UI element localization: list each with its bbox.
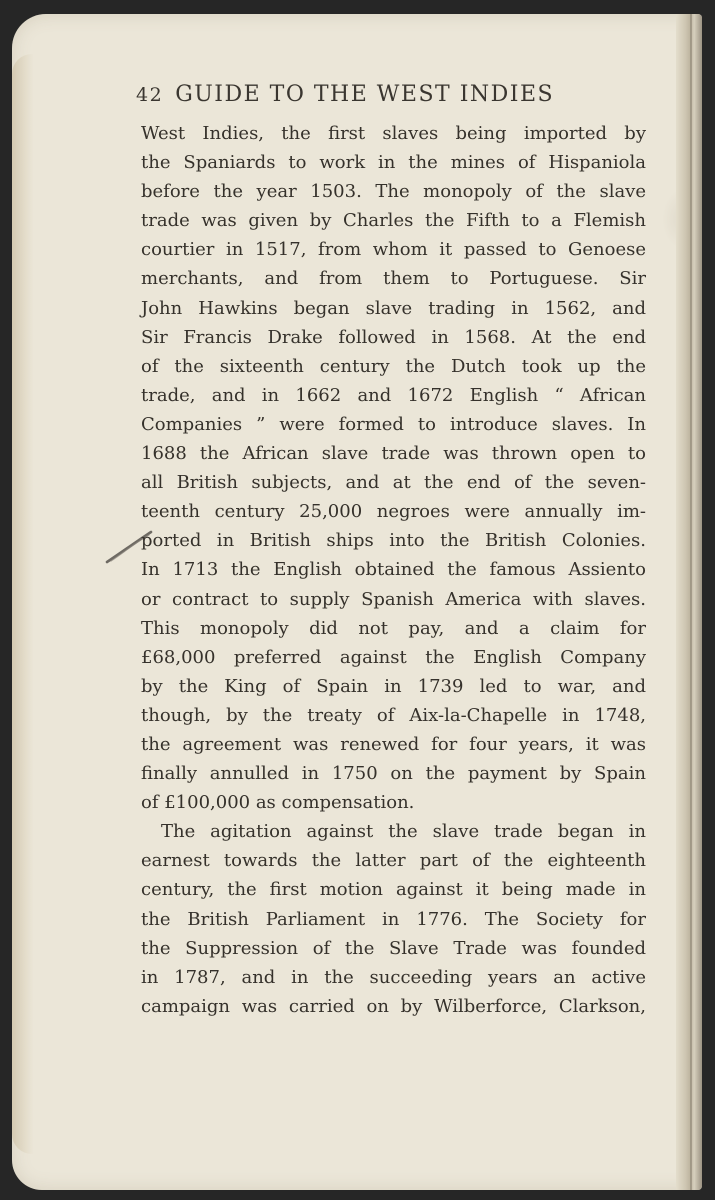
page-number: 42 [136, 84, 164, 106]
text-line: John Hawkins began slave trading in 1562, and [141, 297, 646, 319]
text-line: by the King of Spain in 1739 led to war, and [141, 675, 646, 697]
book-gutter [676, 14, 702, 1190]
paragraph-2 [141, 817, 646, 1021]
text-line: ported in British ships into the British Colonies. [141, 530, 646, 552]
text-line: the Suppression of the Slave Trade was founded [141, 937, 646, 959]
body-text [141, 119, 646, 1021]
text-line: the Spaniards to work in the mines of Hispaniola [141, 152, 646, 174]
text-line: century, the first motion against it being made in [141, 879, 646, 901]
text-line: The agitation against the slave trade began in [161, 821, 646, 843]
text-line: West Indies, the first slaves being imported by [141, 123, 646, 144]
text-line: This monopoly did not pay, and a claim for [141, 617, 646, 639]
text-line: or contract to supply Spanish America with slaves. [141, 588, 646, 610]
paragraph-1 [141, 119, 646, 817]
text-line: merchants, and from them to Portuguese. Sir [141, 268, 646, 290]
text-line: earnest towards the latter part of the eighteenth [141, 850, 646, 872]
text-line: courtier in 1517, from whom it passed to Genoese [141, 239, 646, 261]
text-line: in 1787, and in the succeeding years an active [141, 966, 646, 988]
text-line: before the year 1503. The monopoly of the slave [141, 181, 646, 203]
text-line: In 1713 the English obtained the famous Assiento [141, 559, 646, 581]
text-line: though, by the treaty of Aix-la-Chapelle in 1748, [141, 704, 646, 726]
text-line: finally annulled in 1750 on the payment by Spain [141, 763, 646, 785]
text-line: Sir Francis Drake followed in 1568. At the end [141, 326, 646, 348]
text-line: trade, and in 1662 and 1672 English “ African [141, 384, 646, 406]
running-title: GUIDE TO THE WEST INDIES [175, 82, 555, 107]
text-line: the British Parliament in 1776. The Society for [141, 908, 646, 930]
text-line: campaign was carried on by Wilberforce, Clarkson, [141, 995, 646, 1017]
text-line: of the sixteenth century the Dutch took up the [141, 355, 646, 377]
gutter-line [690, 14, 692, 1190]
running-header [136, 82, 554, 107]
text-line: teenth century 25,000 negroes were annually im- [141, 501, 646, 523]
text-line: £68,000 preferred against the English Company [141, 646, 646, 668]
text-line: of £100,000 as compensation. [141, 792, 415, 814]
text-line: 1688 the African slave trade was thrown open to [141, 443, 646, 465]
text-line: all British subjects, and at the end of the seven- [141, 472, 646, 494]
text-line: the agreement was renewed for four years, it was [141, 733, 646, 755]
text-line: Companies ” were formed to introduce slaves. In [141, 413, 646, 435]
page-edge-shadow [12, 54, 34, 1154]
text-line: trade was given by Charles the Fifth to a Flemish [141, 210, 646, 232]
